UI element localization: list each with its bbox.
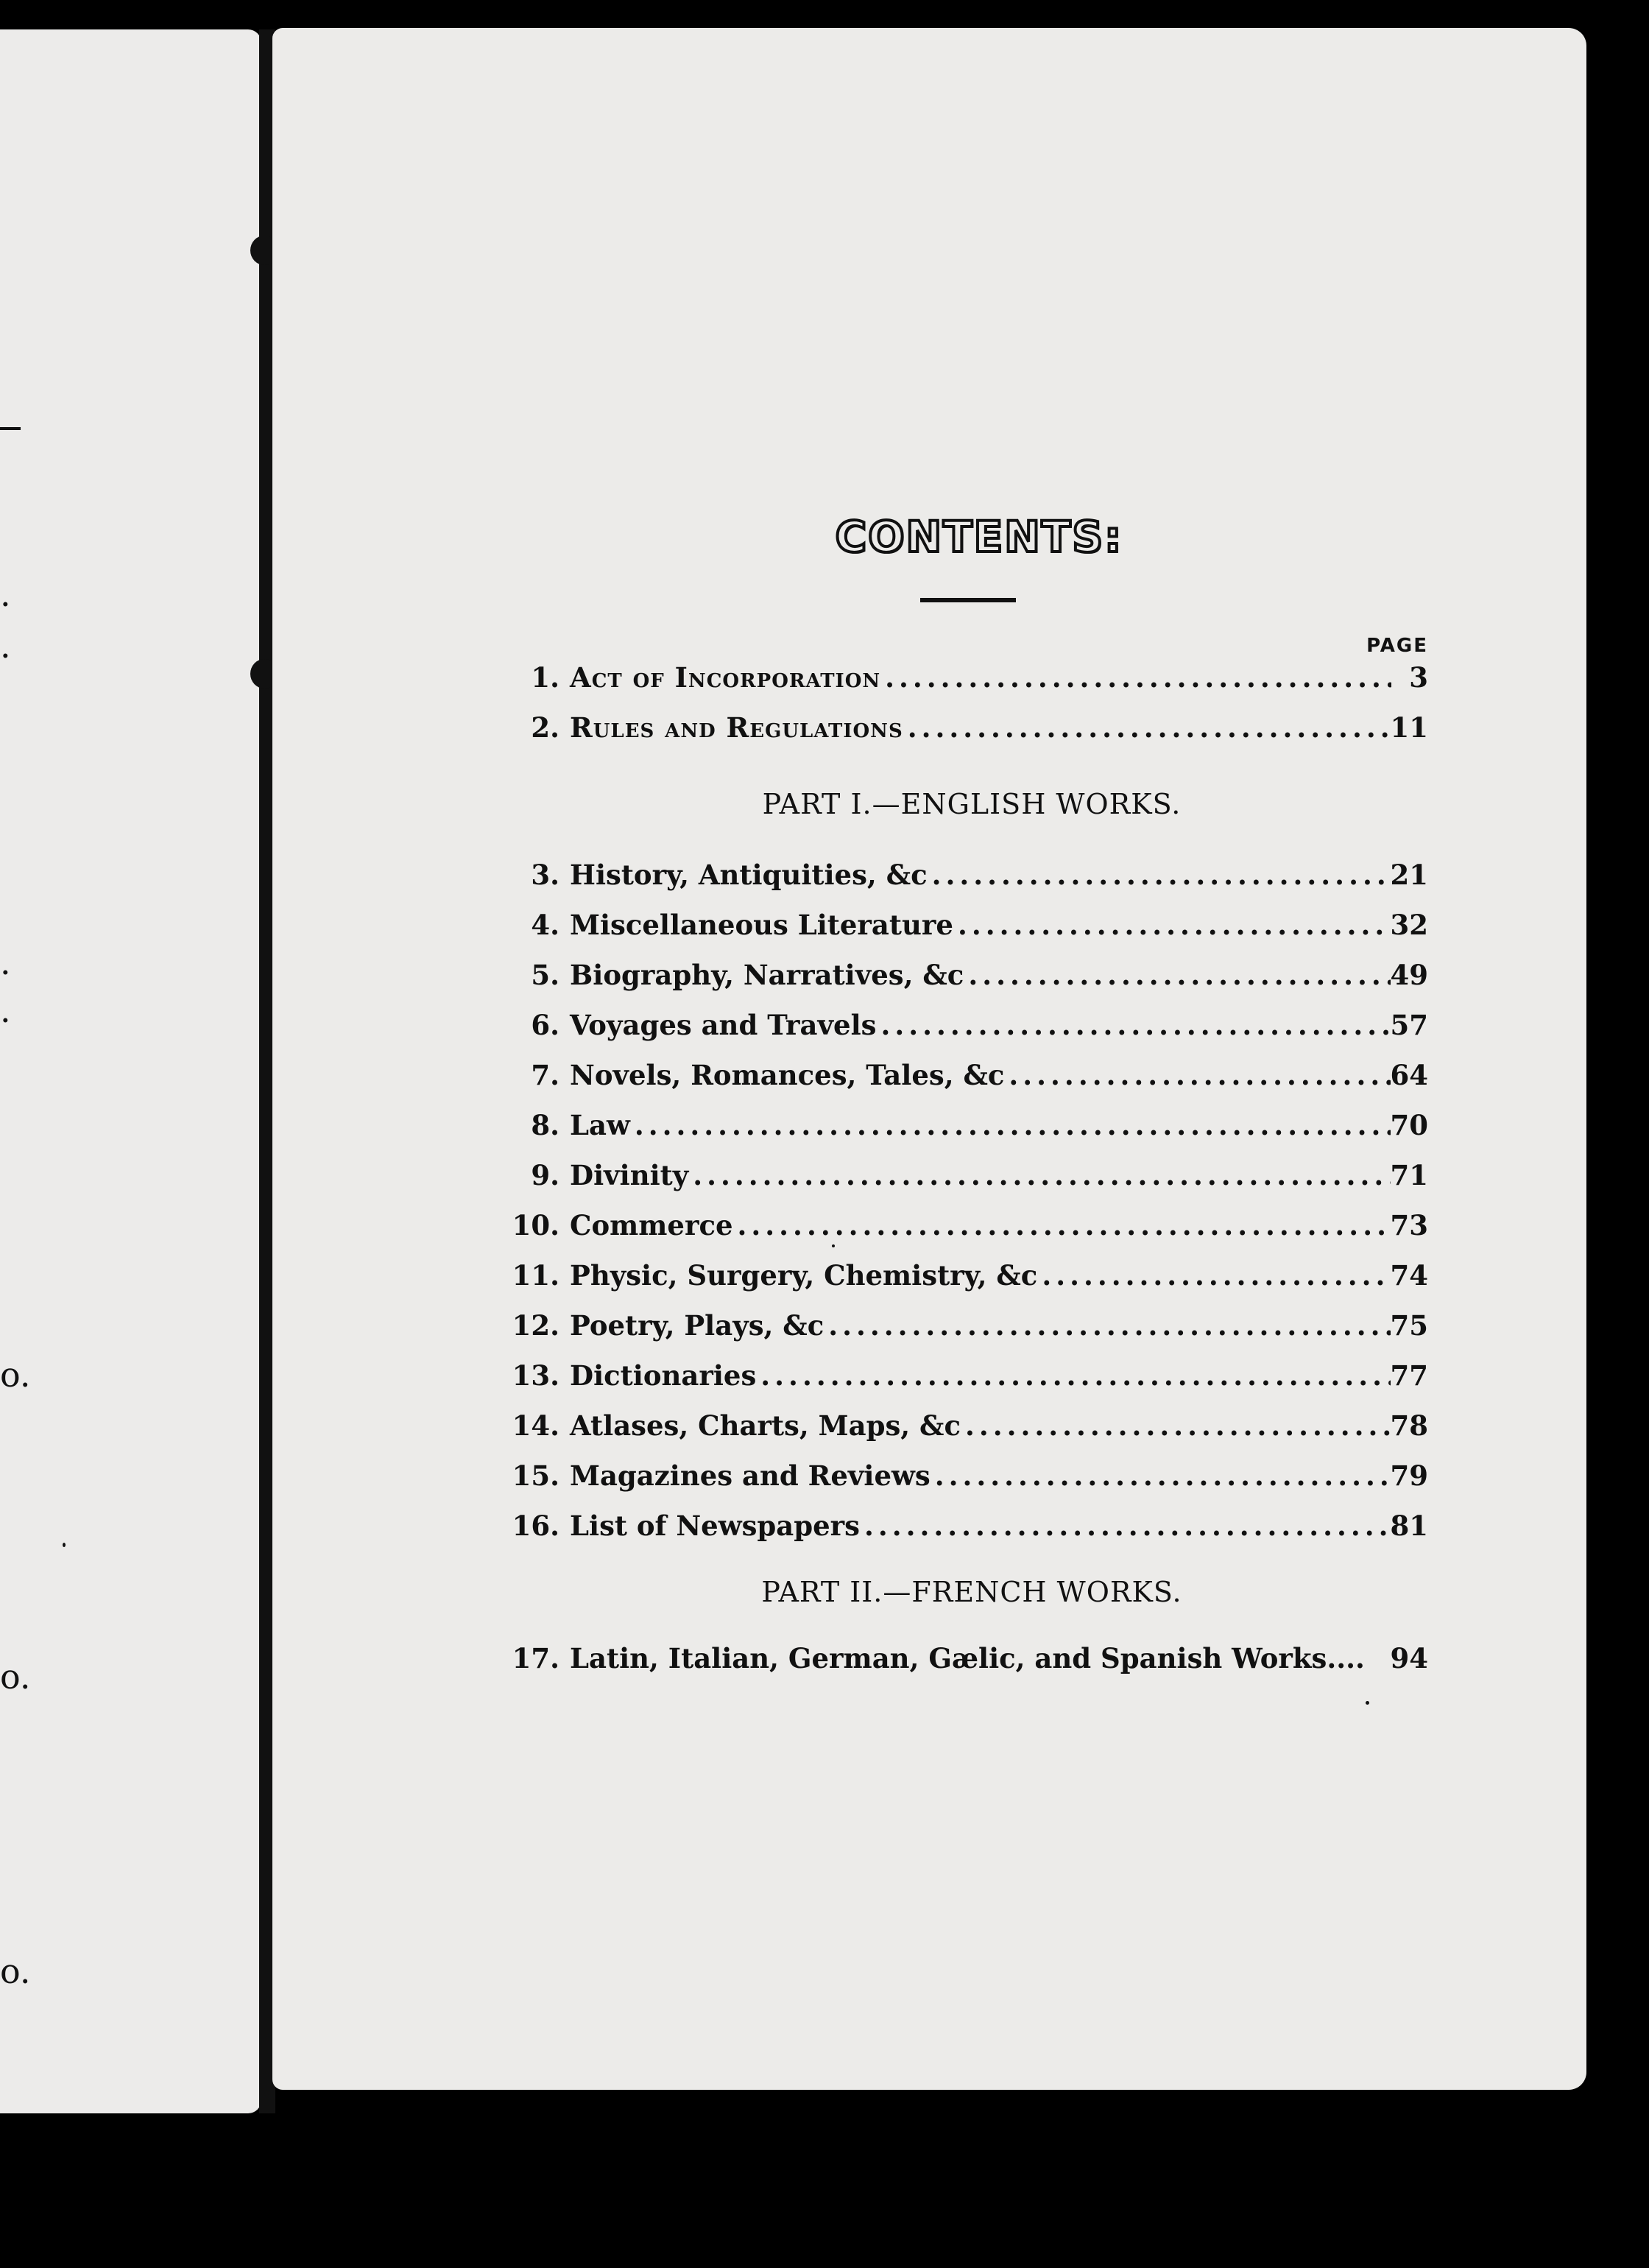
leader-dots <box>964 959 1390 991</box>
left-page-fragment: . <box>0 574 11 614</box>
entry-title: Magazines and Reviews <box>570 1459 931 1492</box>
left-page-rule <box>0 427 21 430</box>
entry-title: Miscellaneous Literature <box>570 909 953 941</box>
entry-page: 81 <box>1390 1510 1428 1542</box>
page-column-label: PAGE <box>1366 635 1428 657</box>
scan-speck <box>63 1543 66 1547</box>
entry-title: Rules and Regulations <box>570 711 903 744</box>
entry-number: 3. <box>531 859 559 891</box>
leader-dots <box>688 1159 1390 1191</box>
toc-entry <box>501 1309 1428 1353</box>
left-page-fragment: . <box>0 990 11 1030</box>
left-page-fragment: o. <box>0 1951 31 1991</box>
entry-number: 2. <box>531 711 559 744</box>
toc-entry <box>501 661 1428 705</box>
entry-title: Law <box>570 1109 630 1141</box>
entry-number: 12. <box>512 1309 559 1342</box>
page-title: CONTENTS: <box>835 512 1123 562</box>
left-page-fragment: o. <box>0 1355 31 1395</box>
entry-page: 11 <box>1390 711 1428 744</box>
toc-entry <box>501 859 1428 903</box>
entry-number: 10. <box>512 1209 559 1242</box>
toc-entry <box>501 1409 1428 1454</box>
entry-title: List of Newspapers <box>570 1510 860 1542</box>
leader-dots <box>880 661 1391 694</box>
leader-dots <box>876 1009 1390 1041</box>
entry-page: 94 <box>1390 1642 1428 1674</box>
left-facing-page <box>0 29 261 2113</box>
entry-title: Novels, Romances, Tales, &c <box>570 1059 1005 1091</box>
toc-entry <box>501 1109 1428 1153</box>
entry-page: 64 <box>1390 1059 1428 1091</box>
entry-number: 14. <box>512 1409 559 1442</box>
toc-entry <box>501 1159 1428 1203</box>
entry-title: Dictionaries <box>570 1359 757 1392</box>
toc-entry <box>501 1009 1428 1053</box>
entry-number: 15. <box>512 1459 559 1492</box>
scan-speck <box>832 1244 835 1247</box>
entry-number: 11. <box>512 1259 559 1292</box>
entry-page: 70 <box>1390 1109 1428 1141</box>
entry-number: 5. <box>531 959 559 991</box>
toc-entry <box>501 1510 1428 1554</box>
leader-dots <box>903 711 1391 744</box>
entry-number: 1. <box>531 661 559 694</box>
entry-number: 7. <box>531 1059 559 1091</box>
left-page-fragment: . <box>0 626 11 666</box>
leader-dots <box>961 1409 1391 1442</box>
entry-title: Atlases, Charts, Maps, &c <box>570 1409 961 1442</box>
entry-number: 16. <box>512 1510 559 1542</box>
toc-entry <box>501 1459 1428 1504</box>
entry-page: 79 <box>1390 1459 1428 1492</box>
entry-number: 4. <box>531 909 559 941</box>
entry-title: Act of Incorporation <box>570 661 881 694</box>
entry-title: Physic, Surgery, Chemistry, &c <box>570 1259 1038 1292</box>
entry-number: 9. <box>531 1159 559 1191</box>
entry-number: 8. <box>531 1109 559 1141</box>
entry-page: 57 <box>1390 1009 1428 1041</box>
entry-title: Poetry, Plays, &c <box>570 1309 824 1342</box>
leader-dots <box>824 1309 1390 1342</box>
left-page-fragment: o. <box>0 1657 31 1697</box>
entry-page: 32 <box>1390 909 1428 941</box>
title-rule <box>920 598 1016 602</box>
leader-dots <box>953 909 1391 941</box>
entry-page: 74 <box>1390 1259 1428 1292</box>
leader-dots <box>928 859 1391 891</box>
entry-number: 6. <box>531 1009 559 1041</box>
part-one-heading: PART I.—ENGLISH WORKS. <box>762 788 1182 820</box>
toc-entry <box>501 1059 1428 1103</box>
toc-entry <box>501 1209 1428 1253</box>
toc-entry <box>501 959 1428 1003</box>
entry-title: Divinity <box>570 1159 689 1191</box>
entry-page: 75 <box>1390 1309 1428 1342</box>
leader-dots <box>1037 1259 1390 1292</box>
entry-page: 78 <box>1390 1409 1428 1442</box>
entry-title: Voyages and Travels <box>570 1009 877 1041</box>
entry-page: 73 <box>1390 1209 1428 1242</box>
toc-entry <box>501 1359 1428 1404</box>
entry-number: 13. <box>512 1359 559 1392</box>
entry-page: 3 <box>1409 661 1428 694</box>
toc-entry <box>501 1259 1428 1303</box>
leader-dots <box>756 1359 1390 1392</box>
leader-dots <box>860 1510 1391 1542</box>
part-two-heading: PART II.—FRENCH WORKS. <box>761 1576 1182 1608</box>
entry-title: Commerce <box>570 1209 733 1242</box>
toc-entry <box>501 909 1428 953</box>
entry-page: 21 <box>1390 859 1428 891</box>
entry-title: Biography, Narratives, &c <box>570 959 964 991</box>
toc-entry <box>501 711 1428 756</box>
entry-page: 49 <box>1390 959 1428 991</box>
left-page-fragment: . <box>0 943 11 982</box>
leader-dots <box>1004 1059 1390 1091</box>
leader-dots <box>931 1459 1391 1492</box>
entry-title: History, Antiquities, &c <box>570 859 928 891</box>
toc-entry <box>501 1642 1428 1686</box>
entry-page: 77 <box>1390 1359 1428 1392</box>
entry-title: Latin, Italian, German, Gælic, and Spanish Works.... <box>570 1642 1365 1674</box>
leader-dots <box>630 1109 1391 1141</box>
leader-dots <box>733 1209 1391 1242</box>
scan-speck <box>1366 1701 1369 1705</box>
entry-number: 17. <box>512 1642 559 1674</box>
entry-page: 71 <box>1390 1159 1428 1191</box>
